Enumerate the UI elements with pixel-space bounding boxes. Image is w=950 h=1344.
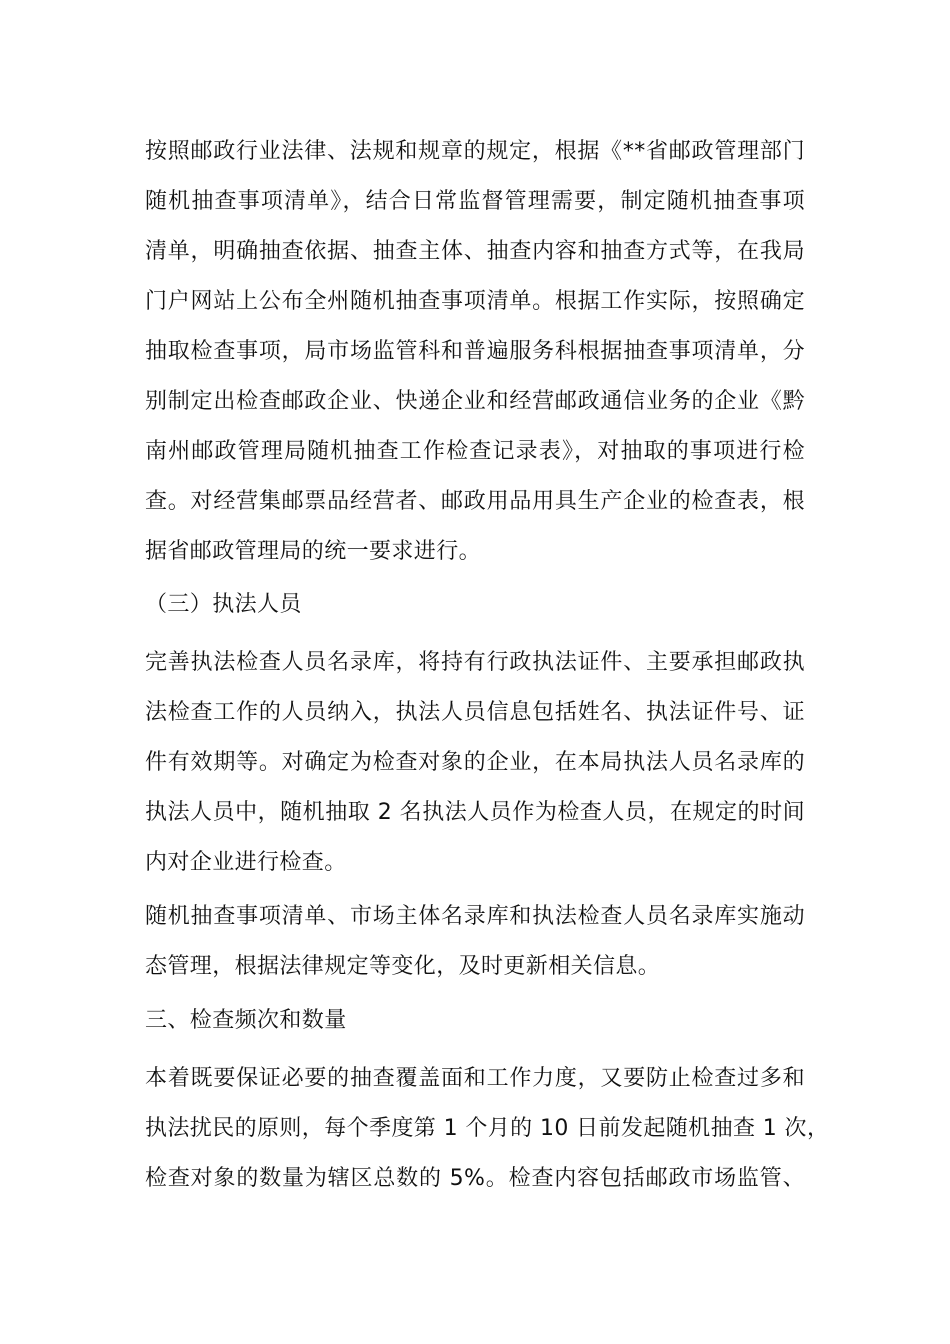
paragraph-3-line-1: 随机抽查事项清单、市场主体名录库和执法检查人员名录库实施动 <box>145 904 805 929</box>
paragraph-1-line-4: 门户网站上公布全州随机抽查事项清单。根据工作实际，按照确定 <box>145 289 805 314</box>
paragraph-1-line-6: 别制定出检查邮政企业、快递企业和经营邮政通信业务的企业《黔 <box>145 389 805 414</box>
paragraph-1-line-2: 随机抽查事项清单》，结合日常监督管理需要，制定随机抽查事项 <box>145 189 805 214</box>
paragraph-1-line-9: 据省邮政管理局的统一要求进行。 <box>145 539 482 564</box>
paragraph-3-line-2: 态管理，根据法律规定等变化，及时更新相关信息。 <box>145 954 661 979</box>
paragraph-2-line-2: 法检查工作的人员纳入，执法人员信息包括姓名、执法证件号、证 <box>145 700 805 725</box>
paragraph-1-line-7: 南州邮政管理局随机抽查工作检查记录表》，对抽取的事项进行检 <box>145 439 805 464</box>
paragraph-1-line-5: 抽取检查事项，局市场监管科和普遍服务科根据抽查事项清单，分 <box>145 339 805 364</box>
paragraph-1-line-1: 按照邮政行业法律、法规和规章的规定，根据《**省邮政管理部门 <box>145 139 805 164</box>
paragraph-4-line-1: 本着既要保证必要的抽查覆盖面和工作力度，又要防止检查过多和 <box>145 1066 805 1091</box>
paragraph-2-line-1: 完善执法检查人员名录库，将持有行政执法证件、主要承担邮政执 <box>145 650 805 675</box>
paragraph-2-line-5: 内对企业进行检查。 <box>145 850 347 875</box>
paragraph-2-line-3: 件有效期等。对确定为检查对象的企业，在本局执法人员名录库的 <box>145 750 805 775</box>
paragraph-4-line-3: 检查对象的数量为辖区总数的 5%。检查内容包括邮政市场监管、 <box>145 1166 805 1191</box>
paragraph-1-line-3: 清单，明确抽查依据、抽查主体、抽查内容和抽查方式等，在我局 <box>145 239 805 264</box>
section-heading-enforcement-personnel: （三）执法人员 <box>145 592 302 617</box>
paragraph-4-line-2: 执法扰民的原则，每个季度第 1 个月的 10 日前发起随机抽查 1 次， <box>145 1116 830 1141</box>
section-heading-inspection-frequency: 三、检查频次和数量 <box>145 1008 347 1033</box>
paragraph-1-line-8: 查。对经营集邮票品经营者、邮政用品用具生产企业的检查表，根 <box>145 489 805 514</box>
paragraph-2-line-4: 执法人员中，随机抽取 2 名执法人员作为检查人员，在规定的时间 <box>145 800 805 825</box>
